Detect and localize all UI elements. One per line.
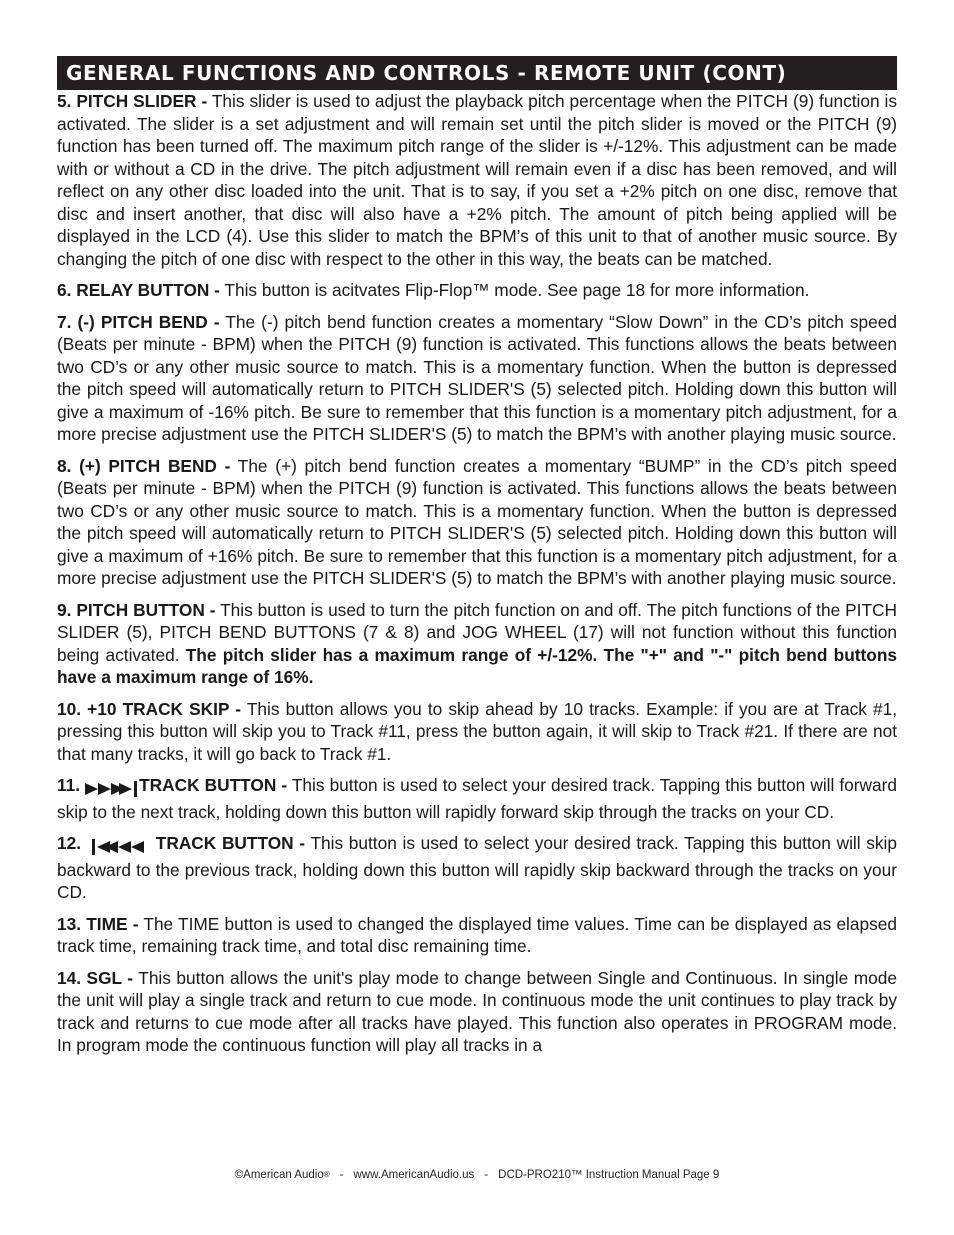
section-header-title: GENERAL FUNCTIONS AND CONTROLS - REMOTE UNIT (CONT): [66, 61, 787, 85]
item-heading: TRACK BUTTON -: [139, 775, 288, 795]
item-text: The (-) pitch bend function creates a momentary “Slow Down” in the CD’s pitch speed (Beats per minute - BPM) when the PITCH (9) function is activated. This functions allows the beats between two CD’s or any other music source to match. This is a momentary function. When the button is depressed the pitch speed will automatically return to PITCH SLIDER'S (5) selected pitch. Holding down this button will give a maximum of -16% pitch. Be sure to remember that this function is a momentary pitch adjustment, for a more precise adjustment use the PITCH SLIDER'S (5) to match the BPM’s with another playing music source.: [57, 311, 897, 444]
item-text: The TIME button is used to changed the displayed time values. Time can be displayed as elapsed track time, remaining track time, and total disc remaining time.: [57, 913, 897, 956]
skip-forward-icon: [85, 778, 139, 801]
item-heading: 9. PITCH BUTTON -: [57, 599, 216, 620]
item-relay-button: [57, 279, 897, 302]
item-text: The (+) pitch bend function creates a momentary “BUMP” in the CD’s pitch speed (Beats per minute - BPM) when the PITCH (9) function is activated. This functions allows the beats between two CD’s or any other music source to match. This is a momentary function. When the button is depressed the pitch speed will automatically return to PITCH SLIDER'S (5) selected pitch. Holding down this button will give a maximum of +16% pitch. Be sure to remember that this function is a momentary pitch adjustment, for a more precise adjustment use the PITCH SLIDER'S (5) to match the BPM’s with another playing music source.: [57, 455, 897, 588]
item-plus-pitch-bend: [57, 455, 897, 590]
item-text: This button is used to select your desired track. Tapping this button will skip backward to the previous track, holding down this button will rapidly skip backward through the tracks on your CD.: [57, 833, 898, 902]
footer-registered-mark: ®: [323, 1170, 330, 1179]
item-emphasis: The pitch slider has a maximum range of +/-12%. The "+" and "-" pitch bend buttons have a maximum range of 16%.: [57, 644, 897, 687]
footer-separator: -: [339, 1169, 344, 1181]
page-content: [57, 90, 897, 1066]
item-track-skip-10: [57, 698, 897, 766]
item-time: [57, 913, 897, 958]
item-heading: 6. RELAY BUTTON -: [57, 280, 220, 300]
item-heading: 13. TIME -: [57, 913, 139, 934]
item-pitch-slider: [57, 90, 897, 270]
item-text: This button is used to select your desired track. Tapping this button will forward skip to the next track, holding down this button will rapidly forward skip through the tracks on your CD.: [57, 775, 898, 822]
item-heading: 7. (-) PITCH BEND -: [57, 311, 220, 332]
footer-copyright: ©American Audio: [234, 1169, 324, 1181]
footer-url: www.AmericanAudio.us: [353, 1169, 475, 1181]
item-text: This button is used to turn the pitch function on and off. The pitch functions of the PITCH SLIDER (5), PITCH BEND BUTTONS (7 & 8) and JOG WHEEL (17) will not function without this function being activated.: [57, 599, 897, 665]
item-text: This button is acitvates Flip-Flop™ mode. See page 18 for more information.: [219, 280, 810, 300]
item-pitch-button: [57, 599, 897, 689]
item-text: This slider is used to adjust the playback pitch percentage when the PITCH (9) function is activated. The slider is a set adjustment and will remain set until the pitch slider is moved or the PITCH (9) function has been turned off. The maximum pitch range of the slider is +/-12%. This adjustment can be made with or without a CD in the drive. The pitch adjustment will remain even if a disc has been removed, and will reflect on any other disc loaded into the unit. That is to say, if you set a +2% pitch on one disc, remove that disc and insert another, that disc will also have a +2% pitch. The amount of pitch being applied will be displayed in the LCD (4). Use this slider to match the BPM’s of this unit to that of another music source. By changing the pitch of one disc with respect to the other in this way, the beats can be matched.: [57, 91, 897, 269]
item-track-forward: [57, 774, 897, 823]
item-minus-pitch-bend: [57, 311, 897, 446]
item-number: 11.: [57, 775, 81, 795]
item-track-backward: [57, 832, 897, 904]
item-heading: 10. +10 TRACK SKIP -: [57, 698, 242, 719]
footer-manual-page: DCD-PRO210™ Instruction Manual Page 9: [498, 1169, 720, 1181]
footer-separator: -: [484, 1169, 489, 1181]
item-heading: TRACK BUTTON -: [155, 833, 306, 853]
page-footer: [0, 1169, 954, 1181]
item-heading: 14. SGL -: [57, 967, 134, 988]
item-heading: 5. PITCH SLIDER -: [57, 91, 208, 111]
item-heading: 8. (+) PITCH BEND -: [57, 455, 231, 476]
item-sgl: [57, 967, 897, 1057]
item-number: 12.: [57, 833, 82, 853]
skip-back-icon: [92, 836, 144, 859]
item-text: This button allows the unit's play mode to change between Single and Continuous. In single mode the unit will play a single track and return to cue mode. In continuous mode the unit continues to play track by track and returns to cue mode after all tracks have played. This function also operates in PROGRAM mode. In program mode the continuous function will play all tracks in a: [57, 967, 897, 1055]
item-text: This button allows you to skip ahead by 10 tracks. Example: if you are at Track #1, pressing this button will skip you to Track #11, press the button again, it will skip to Track #21. If there are not that many tracks, it will go back to Track #1.: [57, 698, 897, 764]
section-header-bar: [57, 56, 897, 90]
